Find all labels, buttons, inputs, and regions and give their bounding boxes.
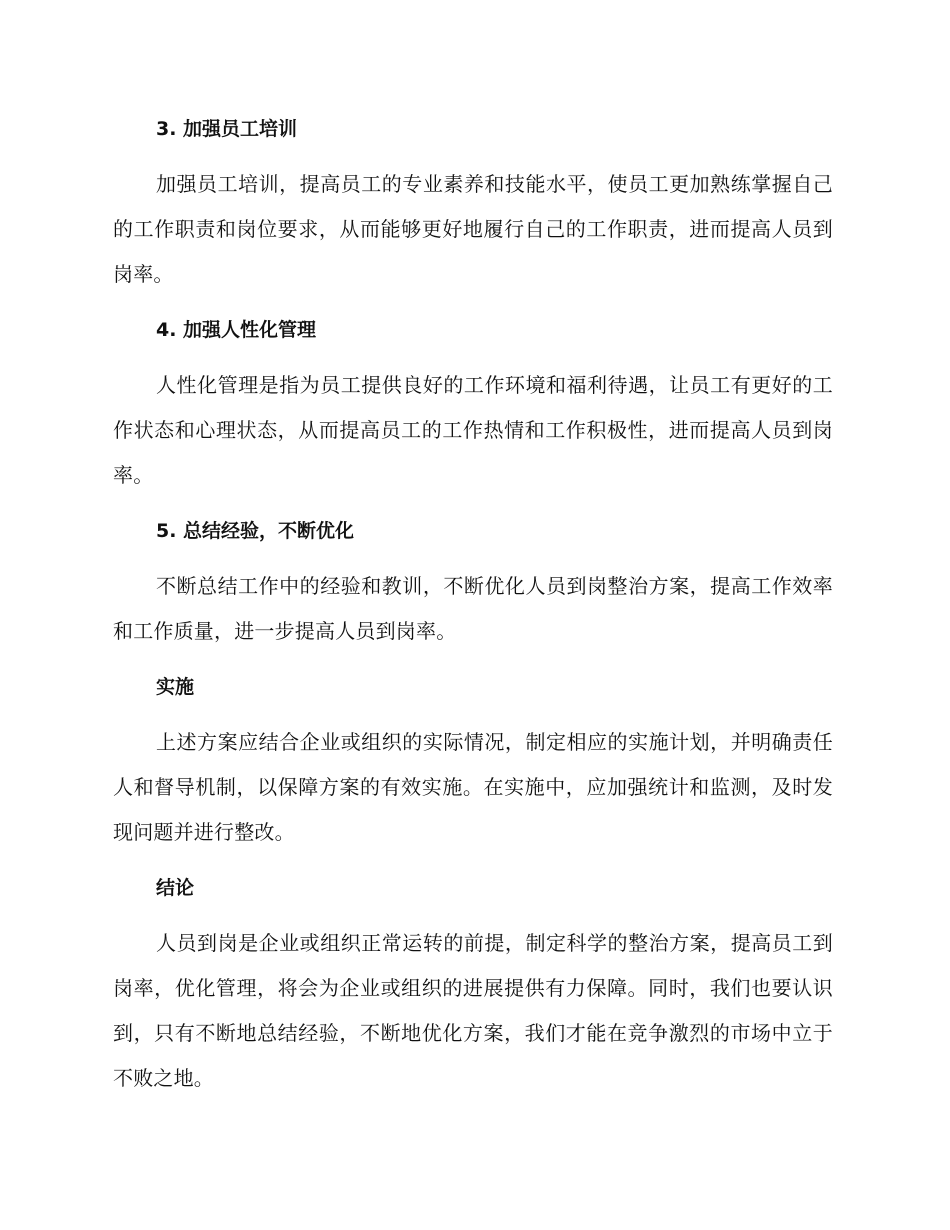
section-paragraph-conclusion: 人员到岗是企业或组织正常运转的前提，制定科学的整治方案，提高员工到岗率，优化管理，将会为企业或组织的进展提供有力保障。同时，我们也要认识到，只有不断地总结经验，不断地优化方案，我们才能在竞争激烈的市场中立于不败之地。 xyxy=(113,931,833,1090)
section-heading-implementation: 实施 xyxy=(156,676,195,698)
section-paragraph-humanized-management: 人性化管理是指为员工提供良好的工作环境和福利待遇，让员工有更好的工作状态和心理状态，从而提高员工的工作热情和工作积极性，进而提高人员到岗率。 xyxy=(113,373,833,487)
section-paragraph-implementation: 上述方案应结合企业或组织的实际情况，制定相应的实施计划，并明确责任人和督导机制，以保障方案的有效实施。在实施中，应加强统计和监测，及时发现问题并进行整改。 xyxy=(113,730,833,844)
section-heading-humanized-management: 4. 加强人性化管理 xyxy=(156,319,317,341)
section-paragraph-summarize-optimize: 不断总结工作中的经验和教训，不断优化人员到岗整治方案，提高工作效率和工作质量，进一步提高人员到岗率。 xyxy=(113,574,833,643)
section-heading-summarize-optimize: 5. 总结经验，不断优化 xyxy=(156,520,355,542)
section-heading-training: 3. 加强员工培训 xyxy=(156,118,298,140)
section-paragraph-training: 加强员工培训，提高员工的专业素养和技能水平，使员工更加熟练掌握自己的工作职责和岗位要求，从而能够更好地履行自己的工作职责，进而提高人员到岗率。 xyxy=(113,172,833,286)
section-heading-conclusion: 结论 xyxy=(156,877,195,899)
document-body xyxy=(113,112,833,1101)
